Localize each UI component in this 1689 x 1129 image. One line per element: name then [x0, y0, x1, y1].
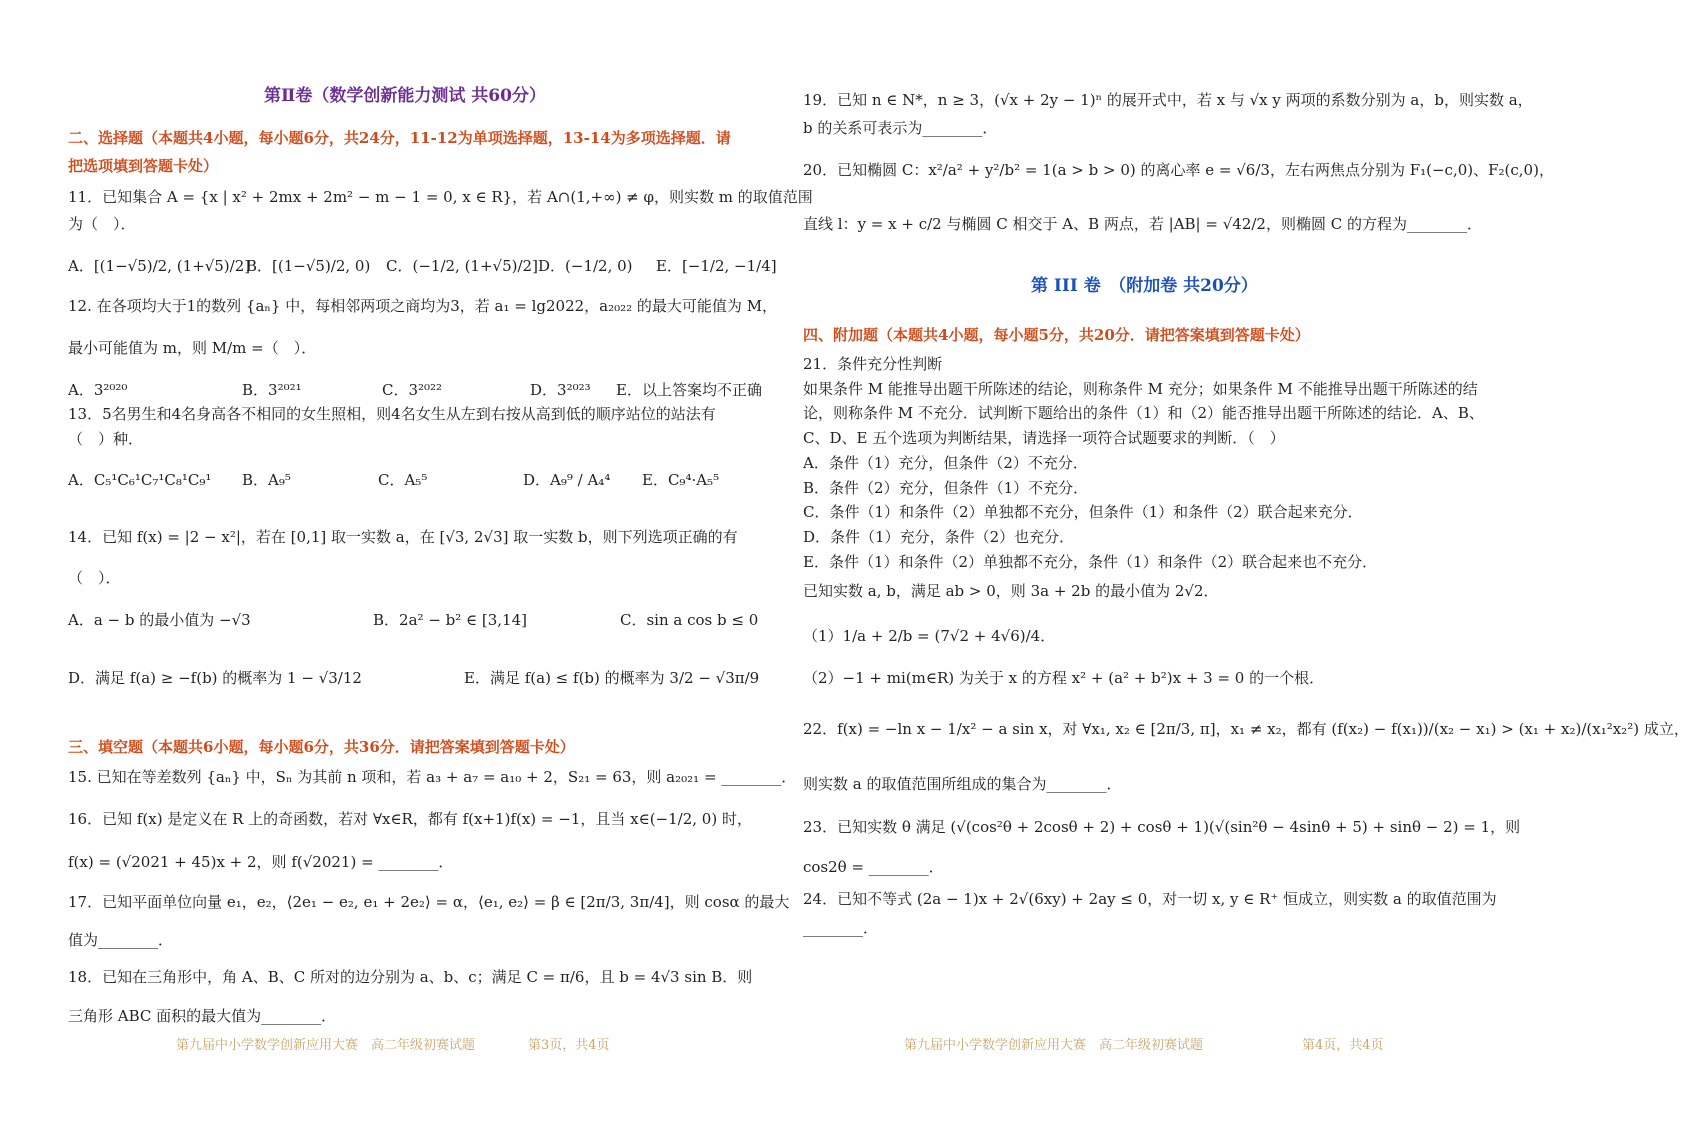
q14-option-e: E．满足 f(a) ≤ f(b) 的概率为 3/2 − √3π/9 — [464, 669, 760, 687]
q13-option-d: D．A₉⁹ / A₄⁴ — [523, 471, 611, 489]
q12-option-c: C．3²⁰²² — [382, 381, 443, 399]
q17-line2: 值为________． — [68, 931, 174, 949]
q12-line2: 最小可能值为 m，则 M/m =（ ）． — [68, 339, 317, 357]
q23-line2: cos2θ = ________． — [803, 858, 944, 876]
q21-condition-2: （2）−1 + mi(m∈R) 为关于 x 的方程 x² + (a² + b²)x + 3 = 0 的一个根． — [803, 669, 1325, 687]
q22-line2: 则实数 a 的取值范围所组成的集合为________． — [803, 775, 1122, 793]
q14-option-d: D．满足 f(a) ≥ −f(b) 的概率为 1 − √3/12 — [68, 669, 362, 687]
section-4-heading: 四、附加题（本题共4小题，每小题5分，共20分．请把答案填到答题卡处） — [803, 326, 1310, 344]
q12-option-a: A．3²⁰²⁰ — [68, 381, 128, 399]
q12-option-b: B．3²⁰²¹ — [242, 381, 302, 399]
q21-option-b: B．条件（2）充分，但条件（1）不充分． — [803, 479, 1089, 497]
q12-option-e: E．以上答案均不正确 — [616, 381, 762, 399]
q13-option-e: E．C₉⁴·A₅⁵ — [642, 471, 720, 489]
q20-line1: 20．已知椭圆 C：x²/a² + y²/b² = 1(a > b > 0) 的离心率 e = √6/3，左右两焦点分别为 F₁(−c,0)、F₂(c,0)， — [803, 161, 1554, 179]
footer-left-contest: 第九届中小学数学创新应用大赛 高二年级初赛试题 — [176, 1038, 476, 1053]
q13-line1: 13．5名男生和4名身高各不相同的女生照相，则4名女生从左到右按从高到低的顺序站位的站法有 — [68, 405, 716, 423]
q14-line2: （ ）． — [68, 569, 121, 587]
q21-paragraph-line3: C、D、E 五个选项为判断结果，请选择一项符合试题要求的判断．（ ） — [803, 429, 1285, 447]
q21-heading: 21．条件充分性判断 — [803, 355, 943, 373]
q20-line2: 直线 l：y = x + c/2 与椭圆 C 相交于 A、B 两点，若 |AB| = √42/2，则椭圆 C 的方程为________． — [803, 215, 1482, 233]
q16-line1: 16．已知 f(x) 是定义在 R 上的奇函数，若对 ∀x∈R，都有 f(x+1)f(x) = −1，且当 x∈(−1/2, 0) 时， — [68, 810, 752, 828]
q14-option-b: B．2a² − b² ∈ [3,14] — [373, 611, 527, 629]
q12-option-d: D．3²⁰²³ — [530, 381, 591, 399]
q13-option-a: A．C₅¹C₆¹C₇¹C₈¹C₉¹ — [68, 471, 212, 489]
q11-option-d: D．(−1/2, 0) — [538, 257, 633, 275]
q21-condition-1: （1）1/a + 2/b = (7√2 + 4√6)/4． — [803, 627, 1056, 645]
q21-paragraph-line2: 论，则称条件 M 不充分．试判断下题给出的条件（1）和（2）能否推导出题干所陈述的结论．A、B、 — [803, 404, 1484, 422]
q13-line2: （ ）种． — [68, 430, 144, 448]
q15: 15. 已知在等差数列 {aₙ} 中，Sₙ 为其前 n 项和，若 a₃ + a₇ = a₁₀ + 2，S₂₁ = 63，则 a₂₀₂₁ = ________． — [68, 768, 797, 786]
q22-line1: 22．f(x) = −ln x − 1/x² − a sin x，对 ∀x₁, x₂ ∈ [2π/3, π]，x₁ ≠ x₂，都有 (f(x₂) − f(x₁))/(x₂ − x₁) > (x₁ + x₂)/(x₁²x₂²) 成立， — [803, 720, 1689, 738]
q11-line1: 11．已知集合 A = {x | x² + 2mx + 2m² − m − 1 = 0, x ∈ R}，若 A∩(1,+∞) ≠ φ，则实数 m 的取值范围 — [68, 188, 813, 206]
q21-option-a: A．条件（1）充分，但条件（2）不充分． — [803, 454, 1088, 472]
q21-option-d: D．条件（1）充分，条件（2）也充分． — [803, 528, 1075, 546]
q11-option-c: C．(−1/2, (1+√5)/2] — [386, 257, 538, 275]
q16-line2: f(x) = (√2021 + 45)x + 2，则 f(√2021) = ________． — [68, 853, 454, 871]
section-title-3: 第 III 卷 （附加卷 共20分） — [1031, 276, 1258, 296]
section-2-heading-line1: 二、选择题（本题共4小题，每小题6分，共24分，11-12为单项选择题，13-14为多项选择题．请 — [68, 129, 731, 147]
q12-line1: 12. 在各项均大于1的数列 {aₙ} 中，每相邻两项之商均为3，若 a₁ = lg2022，a₂₀₂₂ 的最大可能值为 M， — [68, 297, 778, 315]
q21-option-c: C．条件（1）和条件（2）单独都不充分，但条件（1）和条件（2）联合起来充分． — [803, 503, 1363, 521]
section-3-heading: 三、填空题（本题共6小题，每小题6分，共36分．请把答案填到答题卡处） — [68, 738, 575, 756]
q11-line2: 为（ ）． — [68, 215, 136, 233]
q11-option-a: A．[(1−√5)/2, (1+√5)/2] — [68, 257, 251, 275]
q18-line2: 三角形 ABC 面积的最大值为________． — [68, 1007, 337, 1025]
q11-option-e: E．[−1/2, −1/4] — [656, 257, 777, 275]
q19-line2: b 的关系可表示为________． — [803, 119, 998, 137]
q13-option-c: C．A₅⁵ — [378, 471, 428, 489]
q23-line1: 23．已知实数 θ 满足 (√(cos²θ + 2cosθ + 2) + cosθ + 1)(√(sin²θ − 4sinθ + 5) + sinθ − 2) = 1，则 — [803, 818, 1521, 836]
q14-option-a: A．a − b 的最小值为 −√3 — [68, 611, 251, 629]
q21-paragraph-line1: 如果条件 M 能推导出题干所陈述的结论，则称条件 M 充分；如果条件 M 不能推导出题干所陈述的结 — [803, 380, 1478, 398]
q18-line1: 18．已知在三角形中，角 A、B、C 所对的边分别为 a、b、c；满足 C = π/6，且 b = 4√3 sin B．则 — [68, 968, 753, 986]
section-title-2: 第Ⅱ卷（数学创新能力测试 共60分） — [264, 86, 546, 106]
q11-option-b: B．[(1−√5)/2, 0) — [246, 257, 371, 275]
q24-line2: ________． — [803, 919, 879, 937]
footer-right-page: 第4页，共4页 — [1302, 1038, 1384, 1053]
section-2-heading-line2: 把选项填到答题卡处） — [68, 157, 219, 175]
q21-stem: 已知实数 a, b，满足 ab > 0，则 3a + 2b 的最小值为 2√2． — [803, 582, 1219, 600]
q19-line1: 19．已知 n ∈ N*，n ≥ 3，(√x + 2y − 1)ⁿ 的展开式中，若 x 与 √x y 两项的系数分别为 a，b，则实数 a， — [803, 91, 1533, 109]
footer-right-contest: 第九届中小学数学创新应用大赛 高二年级初赛试题 — [904, 1038, 1204, 1053]
footer-left-page: 第3页，共4页 — [528, 1038, 610, 1053]
q14-line1: 14．已知 f(x) = |2 − x²|，若在 [0,1] 取一实数 a，在 [√3, 2√3] 取一实数 b，则下列选项正确的有 — [68, 528, 738, 546]
q14-option-c: C．sin a cos b ≤ 0 — [620, 611, 759, 629]
q21-option-e: E．条件（1）和条件（2）单独都不充分，条件（1）和条件（2）联合起来也不充分． — [803, 553, 1378, 571]
q24-line1: 24．已知不等式 (2a − 1)x + 2√(6xy) + 2ay ≤ 0，对一切 x, y ∈ R⁺ 恒成立，则实数 a 的取值范围为 — [803, 890, 1497, 908]
q13-option-b: B．A₉⁵ — [242, 471, 291, 489]
q17-line1: 17．已知平面单位向量 e₁，e₂，⟨2e₁ − e₂, e₁ + 2e₂⟩ = α，⟨e₁, e₂⟩ = β ∈ [2π/3, 3π/4]，则 cosα 的最大 — [68, 893, 790, 911]
